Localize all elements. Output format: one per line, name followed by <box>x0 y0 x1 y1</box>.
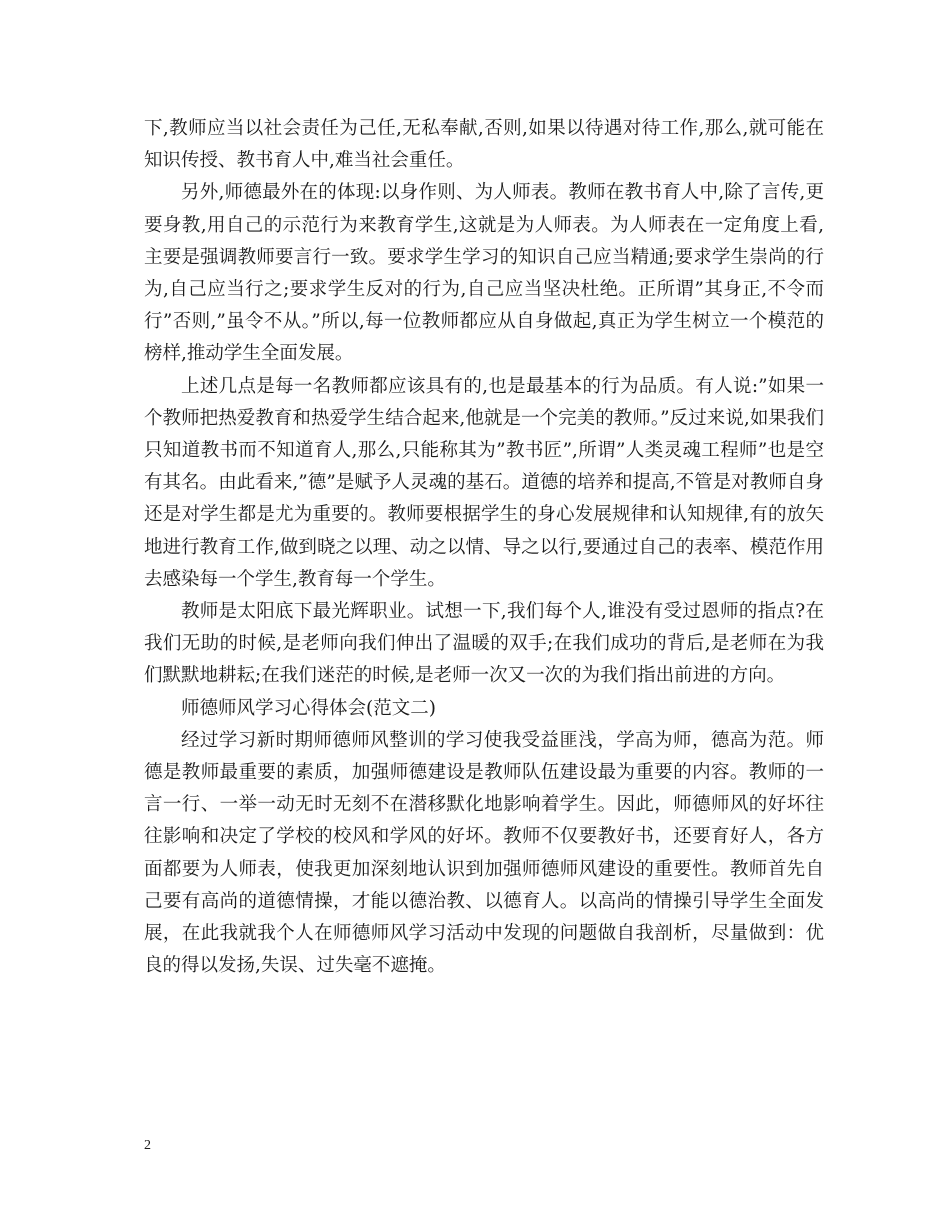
page-number: 2 <box>144 1138 151 1153</box>
paragraph-study-reflection: 经过学习新时期师德师风整训的学习使我受益匪浅，学高为师，德高为范。师德是教师最重要的素质，加强师德建设是教师队伍建设最为重要的内容。教师的一言一行、一举一动无时无刻不在潜移默化地影响着学生。因此，师德师风的好坏往往影响和决定了学校的校风和学风的好坏。教师不仅要教好书，还要育好人，各方面都要为人师表，使我更加深刻地认识到加强师德师风建设的重要性。教师首先自己要有高尚的道德情操，才能以德治教、以德育人。以高尚的情操引导学生全面发展，在此我就我个人在师德师风学习活动中发现的问题做自我剖析，尽量做到：优良的得以发扬,失误、过失毫不遮掩。 <box>144 729 824 977</box>
paragraph-moral-foundation: 上述几点是每一名教师都应该具有的,也是最基本的行为品质。有人说:”如果一个教师把热爱教育和热爱学生结合起来,他就是一个完美的教师。”反过来说,如果我们只知道教书而不知道育人,那么,只能称其为”教书匠”,所谓”人类灵魂工程师”也是空有其名。由此看来,”德”是赋予人灵魂的基石。道德的培养和提高,不管是对教师自身还是对学生都是尤为重要的。教师要根据学生的身心发展规律和认知规律,有的放矢地进行教育工作,做到晓之以理、动之以情、导之以行,要通过自己的表率、模范作用去感染每一个学生,教育每一个学生。 <box>144 375 824 590</box>
paragraph-role-model: 另外,师德最外在的体现:以身作则、为人师表。教师在教书育人中,除了言传,更要身教,用自己的示范行为来教育学生,这就是为人师表。为人师表在一定角度上看,主要是强调教师要言行一致。要求学生学习的知识自己应当精通;要求学生崇尚的行为,自己应当行之;要求学生反对的行为,自己应当坚决杜绝。正所谓”其身正,不令而行”否则,”虽令不从。”所以,每一位教师都应从自身做起,真正为学生树立一个模范的榜样,推动学生全面发展。 <box>144 182 824 365</box>
section-heading: 师德师风学习心得体会(范文二) <box>181 697 436 719</box>
paragraph-continued: 下,教师应当以社会责任为己任,无私奉献,否则,如果以待遇对待工作,那么,就可能在知识传授、教书育人中,难当社会重任。 <box>144 118 824 172</box>
paragraph-teacher-profession: 教师是太阳底下最光辉职业。试想一下,我们每个人,谁没有受过恩师的指点?在我们无助的时候,是老师向我们伸出了温暖的双手;在我们成功的背后,是老师在为我们默默地耕耘;在我们迷茫的时候,是老师一次又一次的为我们指出前进的方向。 <box>144 601 824 687</box>
document-body <box>144 113 824 982</box>
